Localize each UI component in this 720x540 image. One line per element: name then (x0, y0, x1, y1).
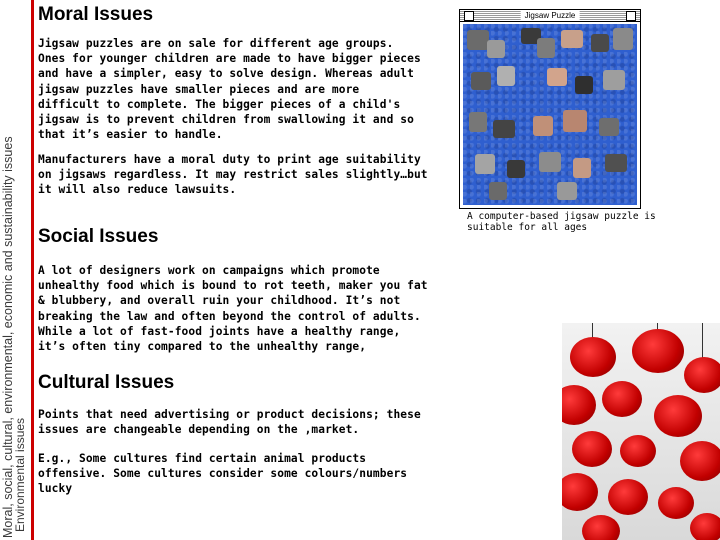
lantern (562, 385, 596, 425)
cultural-heading: Cultural Issues (38, 372, 175, 393)
lantern (654, 395, 702, 437)
puzzle-piece[interactable] (467, 30, 489, 50)
cultural-paragraph-2: E.g., Some cultures find certain animal products offensive. Some cultures consider some colours/numbers lucky (38, 452, 408, 496)
puzzle-piece[interactable] (487, 40, 505, 58)
lantern (658, 487, 694, 519)
puzzle-piece[interactable] (563, 110, 587, 132)
social-paragraph: A lot of designers work on campaigns which promote unhealthy food which is bound to rot teeth, maker you fat & blubbery, and overall ruin your childhood. It’s not breaking the law and often beyond the control of adults. While a lot of fast-food joints have a healthy range, it’s often tiny compared to the unhealthy range, (38, 264, 428, 354)
lantern (572, 431, 612, 467)
moral-paragraph-2: Manufacturers have a moral duty to print age suitability on jigsaws regardless. It may restrict sales slightly…but it will also reduce lawsuits. (38, 153, 428, 197)
puzzle-piece[interactable] (539, 152, 561, 172)
sidebar-vertical-subtitle: Environmental issues (13, 417, 27, 532)
cultural-paragraph-1: Points that need advertising or product decisions; these issues are changeable depending on the ,market. (38, 408, 421, 437)
puzzle-piece[interactable] (547, 68, 567, 86)
sidebar-vertical-title: Moral, social, cultural, environmental, economic and sustainability issues (1, 136, 15, 538)
lantern (632, 329, 684, 373)
puzzle-piece[interactable] (605, 154, 627, 172)
lantern (680, 441, 720, 481)
puzzle-caption: A computer-based jigsaw puzzle is suitable for all ages (467, 211, 656, 233)
puzzle-piece[interactable] (533, 116, 553, 136)
puzzle-piece[interactable] (471, 72, 491, 90)
lantern (562, 473, 598, 511)
puzzle-piece[interactable] (591, 34, 609, 52)
lantern (620, 435, 656, 467)
social-heading: Social Issues (38, 226, 159, 247)
puzzle-piece[interactable] (557, 182, 577, 200)
puzzle-piece[interactable] (613, 28, 633, 50)
close-box-icon[interactable] (464, 11, 474, 21)
puzzle-piece[interactable] (537, 38, 555, 58)
page-title: Moral Issues (38, 4, 154, 25)
puzzle-piece[interactable] (493, 120, 515, 138)
puzzle-piece[interactable] (599, 118, 619, 136)
window-title: Jigsaw Puzzle (521, 10, 580, 21)
zoom-box-icon[interactable] (626, 11, 636, 21)
puzzle-board (463, 24, 637, 205)
puzzle-piece[interactable] (489, 182, 507, 200)
lantern (684, 357, 720, 393)
puzzle-piece[interactable] (469, 112, 487, 132)
window-title-bar[interactable] (460, 10, 640, 22)
lantern (608, 479, 648, 515)
left-sidebar (0, 0, 31, 540)
red-lanterns-photo (562, 323, 720, 540)
lantern (602, 381, 642, 417)
lantern (570, 337, 616, 377)
puzzle-piece[interactable] (497, 66, 515, 86)
moral-paragraph-1: Jigsaw puzzles are on sale for different age groups. Ones for younger children are made to have bigger pieces and have a simpler, easy to solve design. Whereas adult jigsaw puzzles have smaller pieces and are more difficult to complete. The bigger pieces of a child's jigsaw is to prevent children from swallowing it and so that it’s easier to handle. (38, 37, 421, 142)
puzzle-piece[interactable] (561, 30, 583, 48)
puzzle-piece[interactable] (573, 158, 591, 178)
lantern (690, 513, 720, 540)
lantern (582, 515, 620, 540)
jigsaw-puzzle-window (459, 9, 641, 209)
puzzle-piece[interactable] (475, 154, 495, 174)
puzzle-piece[interactable] (575, 76, 593, 94)
accent-bar (31, 0, 34, 540)
puzzle-piece[interactable] (507, 160, 525, 178)
puzzle-piece[interactable] (603, 70, 625, 90)
